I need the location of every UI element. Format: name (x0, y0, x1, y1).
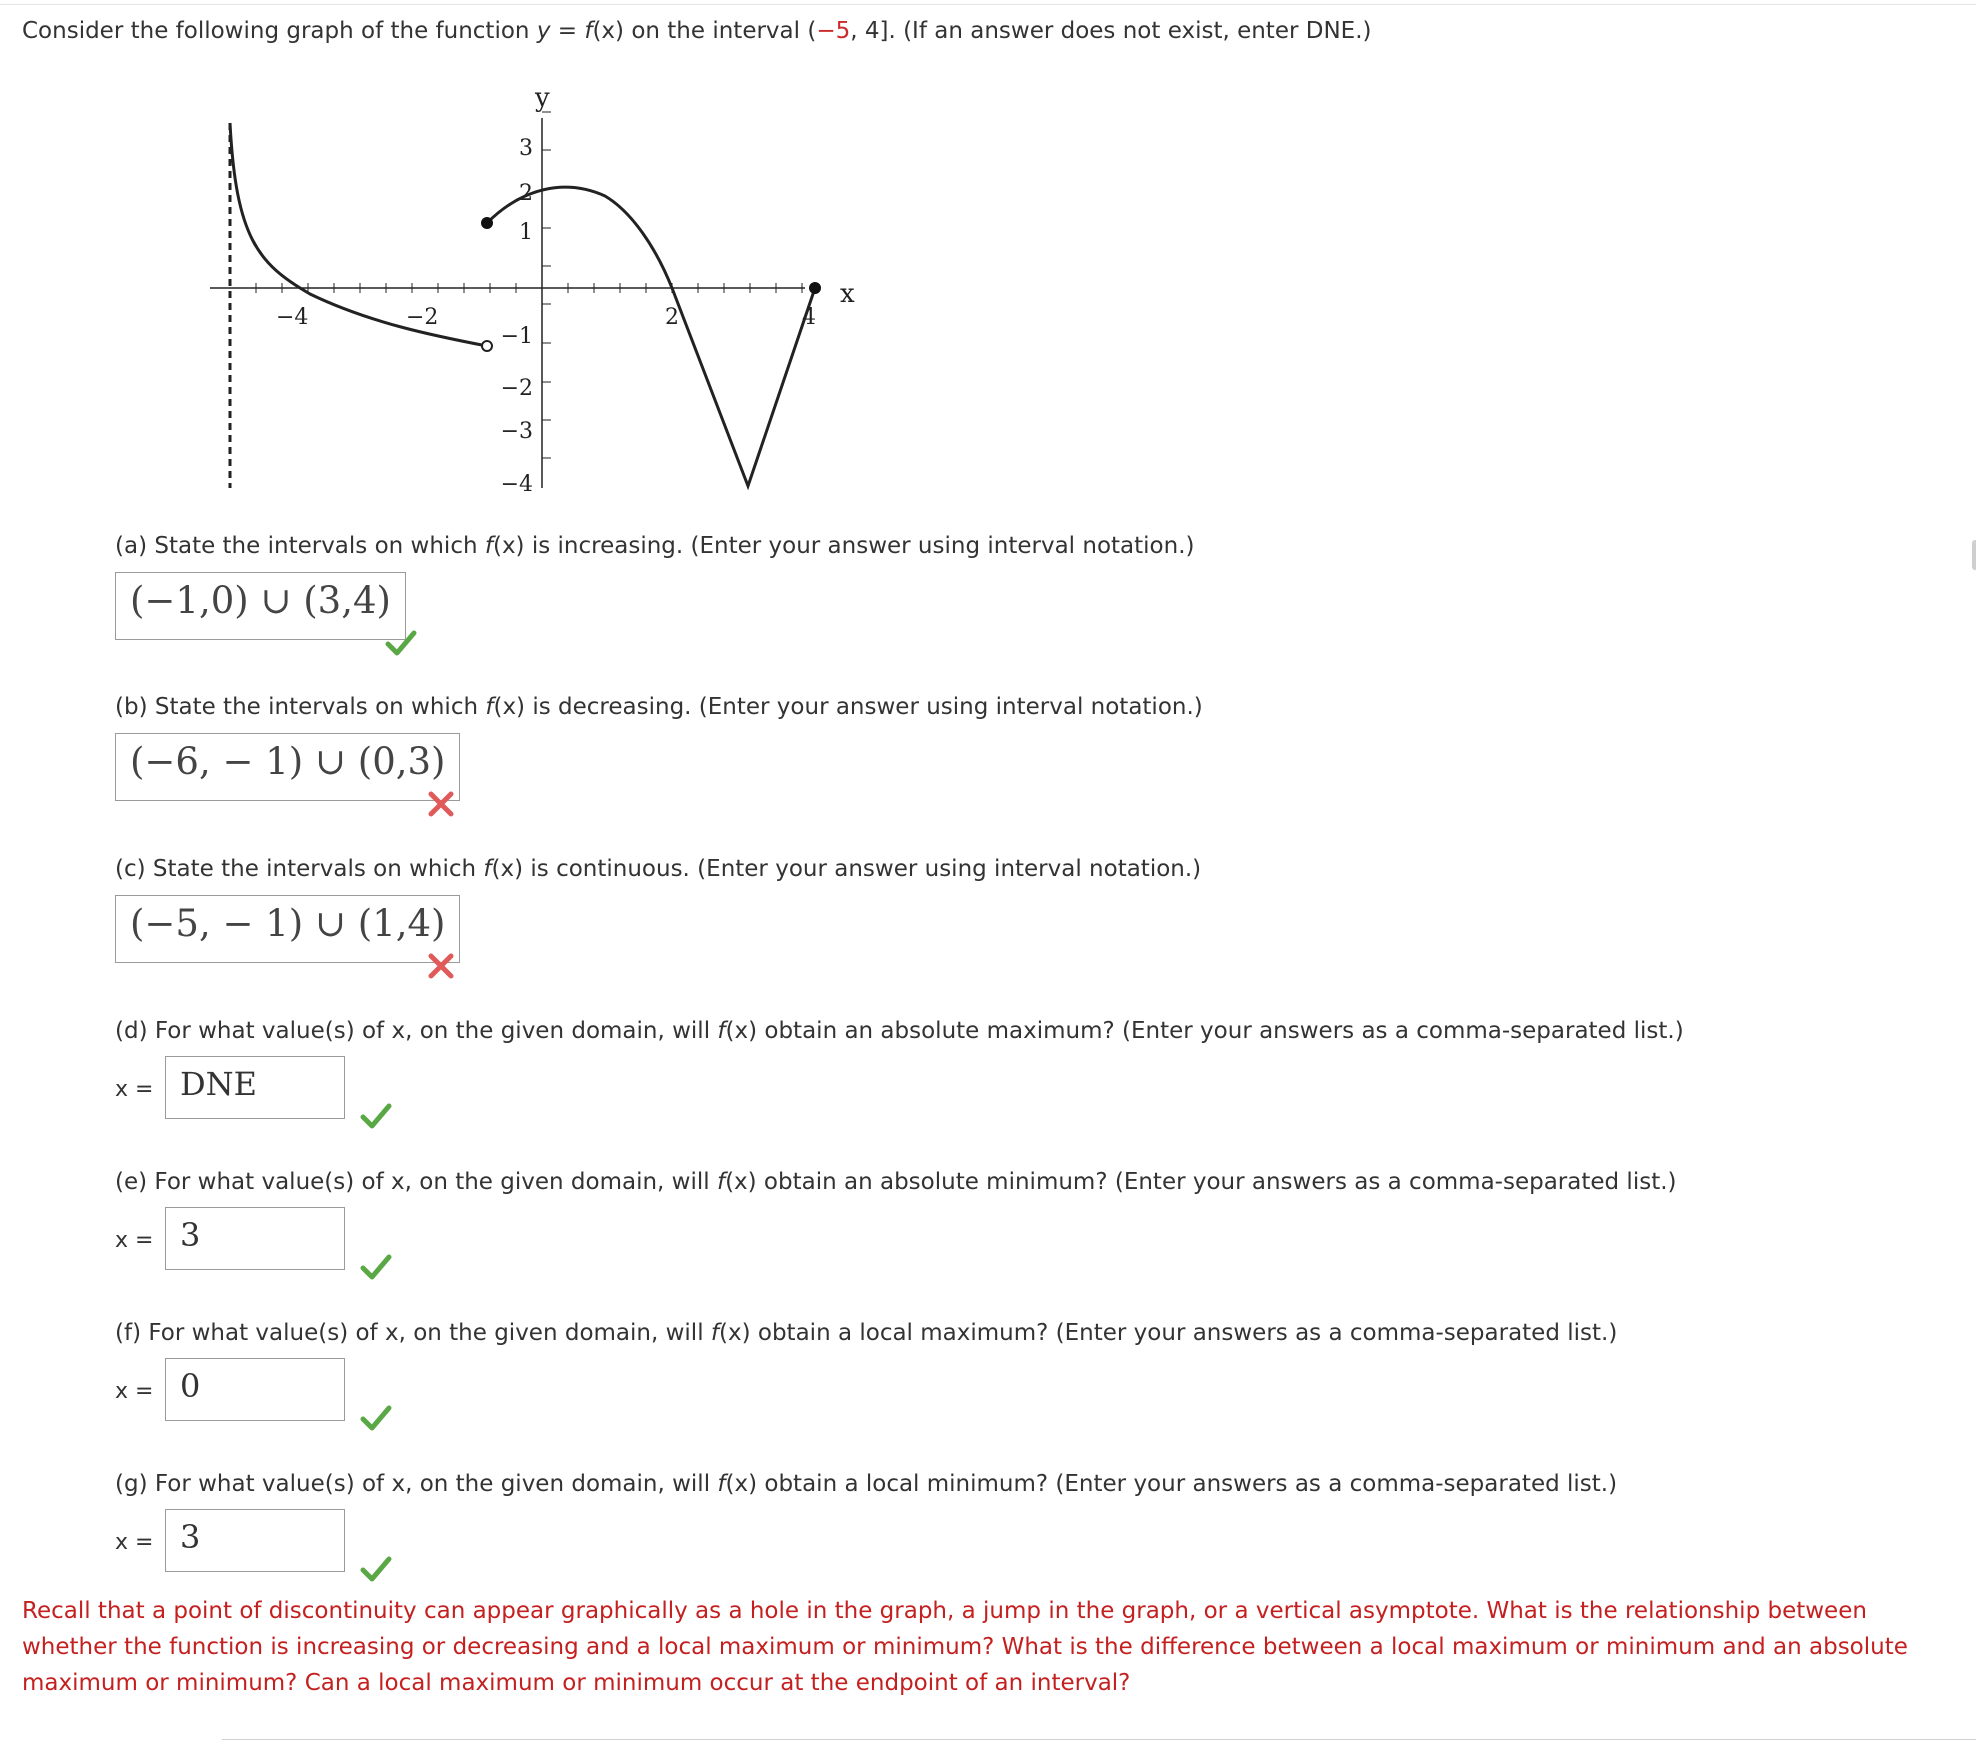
check-icon (385, 627, 417, 659)
intro-rest: , 4]. (If an answer does not exist, enter DNE.) (850, 18, 1372, 44)
y-tick-label: −4 (500, 472, 533, 497)
x-axis-label: x (840, 279, 855, 309)
y-tick-label: −2 (500, 376, 533, 401)
x-equals-label: x = (115, 1077, 154, 1102)
function-f: f (484, 533, 493, 559)
question-prefix: (e) For what value(s) of x, on the given domain, will (115, 1169, 717, 1195)
check-icon (360, 1100, 392, 1132)
question-g-text (115, 1471, 1617, 1497)
answer-field-b[interactable]: (−6, − 1) ∪ (0,3) (115, 733, 460, 801)
function-graph (200, 78, 880, 498)
x-tick-label: 2 (665, 305, 679, 330)
intro-before: Consider the following graph of the function (22, 18, 537, 44)
y-tick-label: −1 (500, 324, 533, 349)
question-d-text (115, 1018, 1684, 1044)
bottom-divider (222, 1739, 1976, 1740)
check-icon (360, 1402, 392, 1434)
question-suffix: obtain an absolute minimum? (Enter your answers as a comma-separated list.) (756, 1169, 1677, 1195)
function-f: f (717, 1018, 726, 1044)
question-prefix: (f) For what value(s) of x, on the given domain, will (115, 1320, 711, 1346)
question-b-text (115, 694, 1203, 720)
check-icon (360, 1553, 392, 1585)
y-tick-label: 3 (519, 136, 533, 161)
function-arg: (x) (492, 533, 525, 559)
function-arg: (x) (725, 1471, 758, 1497)
closed-endpoint (809, 282, 821, 294)
y-tick-label: 2 (519, 181, 533, 206)
function-arg: (x) (491, 856, 524, 882)
question-a-text (115, 533, 1194, 559)
curve-left-branch (230, 123, 487, 346)
question-prefix: (d) For what value(s) of x, on the given domain, will (115, 1018, 718, 1044)
intro-on-interval: on the interval ( (624, 18, 817, 44)
question-suffix: is decreasing. (Enter your answer using interval notation.) (525, 694, 1203, 720)
answer-field-g[interactable]: 3 (165, 1509, 345, 1572)
intro-f-arg: (x) (592, 18, 625, 44)
top-divider (0, 4, 1976, 5)
question-f-text (115, 1320, 1617, 1346)
x-equals-label: x = (115, 1379, 154, 1404)
check-icon (360, 1251, 392, 1283)
y-tick-label: 1 (519, 220, 533, 245)
x-tick-label: −2 (406, 305, 439, 330)
hint-text: Recall that a point of discontinuity can appear graphically as a hole in the graph, a jump in the graph, or a vertical asymptote. What is the relationship between whether the function is increasing or decreasing and a local maximum or minimum? What is the difference between a local maximum or minimum and an absolute maximum or minimum? Can a local maximum or minimum occur at the endpoint of an interval? (22, 1598, 1908, 1696)
x-tick-label: −4 (276, 305, 309, 330)
curve-v-segment (672, 288, 815, 486)
x-equals-label: x = (115, 1530, 154, 1555)
closed-point (481, 217, 493, 229)
y-axis-label: y (535, 83, 550, 113)
answer-field-f[interactable]: 0 (165, 1358, 345, 1421)
question-prefix: (b) State the intervals on which (115, 694, 486, 720)
question-prefix: (c) State the intervals on which (115, 856, 484, 882)
cross-icon (425, 788, 457, 820)
question-c-text (115, 856, 1201, 882)
curve-middle-arc (487, 187, 672, 288)
question-e-text (115, 1169, 1677, 1195)
question-prefix: (a) State the intervals on which (115, 533, 485, 559)
y-tick-label: −3 (500, 419, 533, 444)
function-f: f (483, 856, 492, 882)
question-suffix: obtain a local maximum? (Enter your answers as a comma-separated list.) (750, 1320, 1618, 1346)
intro-eq: = (550, 18, 585, 44)
problem-statement (22, 18, 1371, 44)
function-arg: (x) (493, 694, 526, 720)
question-suffix: obtain a local minimum? (Enter your answers as a comma-separated list.) (757, 1471, 1618, 1497)
function-f: f (710, 1320, 720, 1346)
function-f: f (717, 1471, 726, 1497)
function-arg: (x) (725, 1018, 758, 1044)
intro-f: f (584, 18, 593, 44)
function-f: f (716, 1169, 726, 1195)
answer-field-c[interactable]: (−5, − 1) ∪ (1,4) (115, 895, 460, 963)
answer-field-e[interactable]: 3 (165, 1207, 345, 1270)
x-equals-label: x = (115, 1228, 154, 1253)
cross-icon (425, 950, 457, 982)
intro-y: y (536, 18, 551, 44)
y-tick-marks (542, 112, 551, 458)
question-suffix: is increasing. (Enter your answer using interval notation.) (524, 533, 1195, 559)
side-edge-tab[interactable] (1972, 540, 1976, 570)
function-arg: (x) (725, 1169, 757, 1195)
question-suffix: is continuous. (Enter your answer using interval notation.) (523, 856, 1202, 882)
answer-field-a[interactable]: (−1,0) ∪ (3,4) (115, 572, 406, 640)
x-tick-label: 4 (802, 305, 816, 330)
question-suffix: obtain an absolute maximum? (Enter your answers as a comma-separated list.) (757, 1018, 1684, 1044)
function-arg: (x) (719, 1320, 751, 1346)
question-prefix: (g) For what value(s) of x, on the given domain, will (115, 1471, 718, 1497)
interval-left-end: −5 (816, 18, 851, 44)
answer-field-d[interactable]: DNE (165, 1056, 345, 1119)
open-hole-point (482, 341, 492, 351)
function-f: f (485, 694, 494, 720)
